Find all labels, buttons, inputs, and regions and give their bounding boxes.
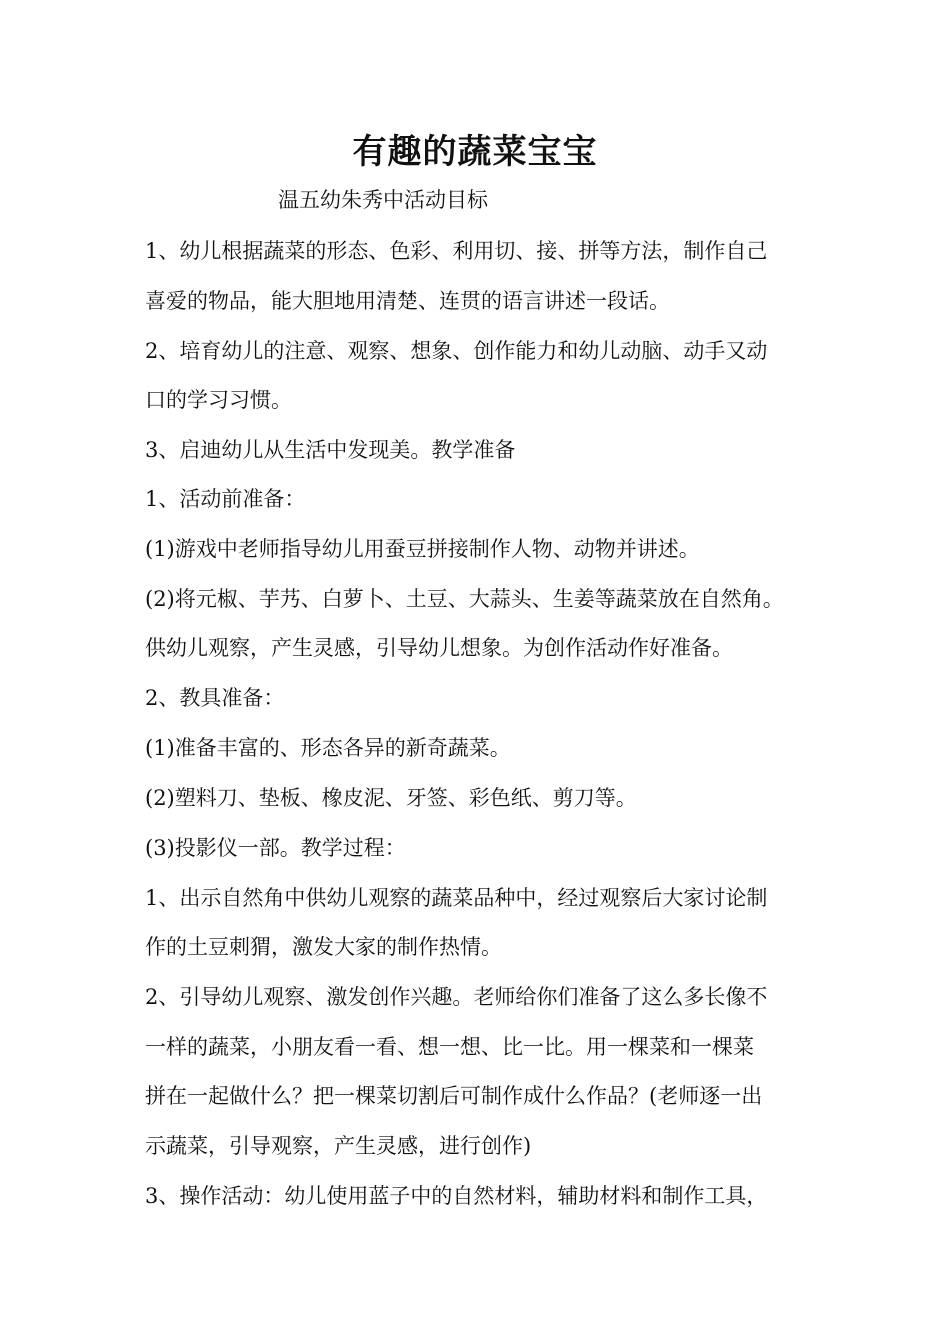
body-line: (2)将元椒、芋艿、白萝卜、土豆、大蒜头、生姜等蔬菜放在自然角。 bbox=[145, 587, 784, 611]
body-line: 2、培育幼儿的注意、观察、想象、创作能力和幼儿动脑、动手又动 bbox=[145, 339, 768, 363]
body-line: 喜爱的物品，能大胆地用清楚、连贯的语言讲述一段话。 bbox=[145, 289, 670, 313]
body-line: 口的学习习惯。 bbox=[145, 388, 292, 412]
body-line: 1、幼儿根据蔬菜的形态、色彩、利用切、接、拼等方法，制作自己 bbox=[145, 239, 768, 263]
body-line: (1)准备丰富的、形态各异的新奇蔬菜。 bbox=[145, 736, 511, 760]
body-line: (1)游戏中老师指导幼儿用蚕豆拼接制作人物、动物并讲述。 bbox=[145, 537, 700, 561]
body-line: 拼在一起做什么？把一棵菜切割后可制作成什么作品？(老师逐一出 bbox=[145, 1084, 763, 1108]
body-line: 3、操作活动：幼儿使用蓝子中的自然材料，辅助材料和制作工具， bbox=[145, 1184, 768, 1208]
body-line: 作的土豆刺猬，激发大家的制作热情。 bbox=[145, 935, 502, 959]
body-line: 一样的蔬菜，小朋友看一看、想一想、比一比。用一棵菜和一棵菜 bbox=[145, 1035, 754, 1059]
body-line: 1、出示自然角中供幼儿观察的蔬菜品种中，经过观察后大家讨论制 bbox=[145, 886, 768, 910]
body-line: 示蔬菜，引导观察，产生灵感，进行创作) bbox=[145, 1134, 532, 1158]
body-line: (2)塑料刀、垫板、橡皮泥、牙签、彩色纸、剪刀等。 bbox=[145, 786, 637, 810]
body-line: 1、活动前准备： bbox=[145, 487, 306, 511]
body-line: 2、引导幼儿观察、激发创作兴趣。老师给你们准备了这么多长像不 bbox=[145, 985, 768, 1009]
body-line: 2、教具准备： bbox=[145, 686, 285, 710]
document-subtitle: 温五幼朱秀中活动目标 bbox=[278, 188, 488, 212]
body-line: (3)投影仪一部。教学过程： bbox=[145, 836, 406, 860]
body-line: 供幼儿观察，产生灵感，引导幼儿想象。为创作活动作好准备。 bbox=[145, 636, 733, 660]
body-line: 3、启迪幼儿从生活中发现美。教学准备 bbox=[145, 438, 516, 462]
document-title: 有趣的蔬菜宝宝 bbox=[352, 132, 598, 172]
